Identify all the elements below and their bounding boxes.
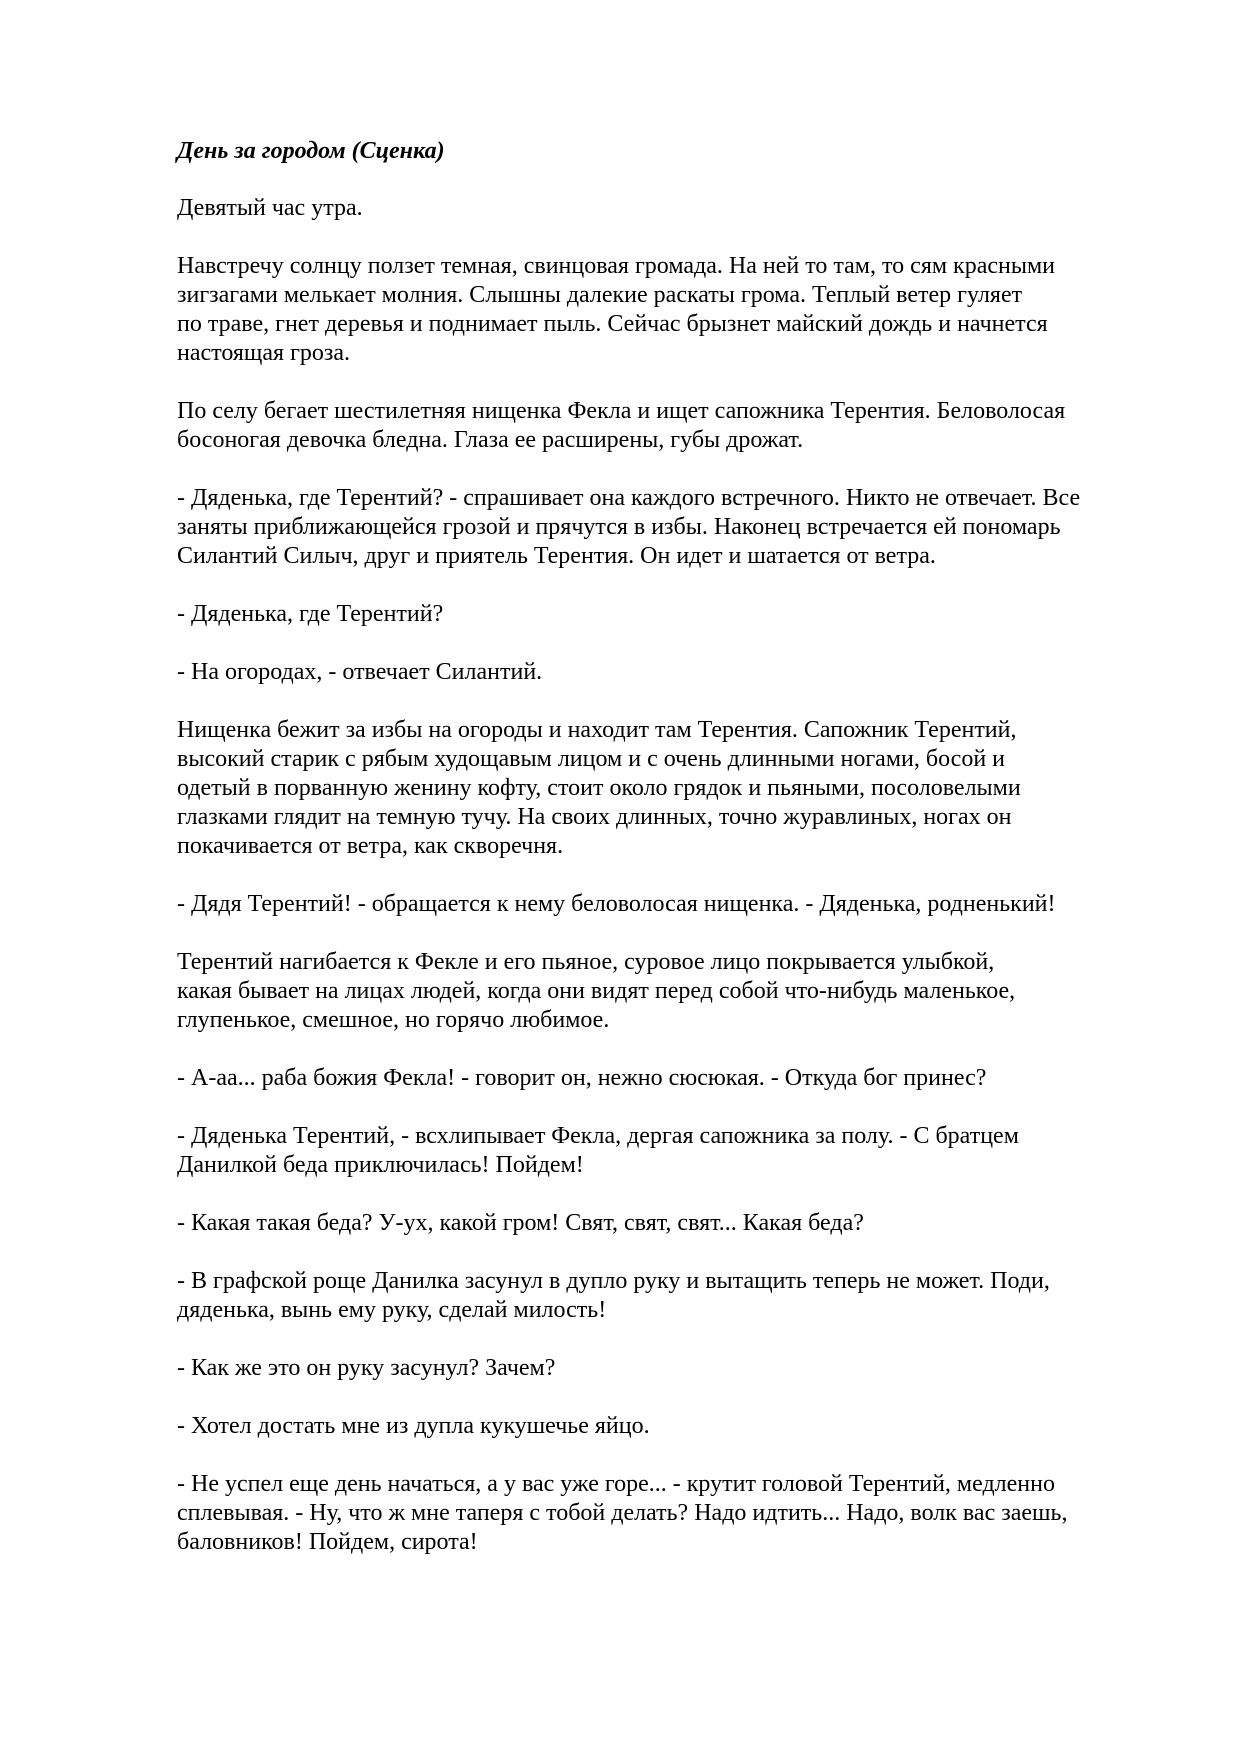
paragraph-list xyxy=(177,194,1137,1557)
text-line: - Дяденька, где Терентий? - спрашивает она каждого встречного. Никто не отвечает. Все xyxy=(177,485,1081,511)
text-line: - В графской роще Данилка засунул в дупло руку и вытащить теперь не может. Поди, xyxy=(177,1268,1050,1294)
text-line: одетый в порванную женину кофту, стоит около грядок и пьяными, посоловелыми xyxy=(177,775,1021,801)
text-line: - А-аа... раба божия Фекла! - говорит он, нежно сюсюкая. - Откуда бог принес? xyxy=(177,1065,987,1091)
text-line: заняты приближающейся грозой и прячутся в избы. Наконец встречается ей пономарь xyxy=(177,514,1061,540)
text-line: - Какая такая беда? У-ух, какой гром! Свят, свят, свят... Какая беда? xyxy=(177,1210,864,1236)
text-line: баловников! Пойдем, сирота! xyxy=(177,1529,478,1555)
text-line: высокий старик с рябым худощавым лицом и с очень длинными ногами, босой и xyxy=(177,746,1005,772)
paragraph xyxy=(177,1354,1137,1383)
text-line: Данилкой беда приключилась! Пойдем! xyxy=(177,1152,584,1178)
text-line: - На огородах, - отвечает Силантий. xyxy=(177,659,543,685)
text-line: настоящая гроза. xyxy=(177,340,351,366)
paragraph xyxy=(177,1412,1137,1441)
text-line: - Хотел достать мне из дупла кукушечье яйцо. xyxy=(177,1413,650,1439)
text-line: Девятый час утра. xyxy=(177,195,363,221)
text-line: глазками глядит на темную тучу. На своих длинных, точно журавлиных, ногах он xyxy=(177,804,1012,830)
text-line: зигзагами мелькает молния. Слышны далекие раскаты грома. Теплый ветер гуляет xyxy=(177,282,1023,308)
text-line: По селу бегает шестилетняя нищенка Фекла и ищет сапожника Терентия. Беловолосая xyxy=(177,398,1066,424)
document-body xyxy=(177,137,1137,1586)
paragraph xyxy=(177,397,1137,455)
text-line: дяденька, вынь ему руку, сделай милость! xyxy=(177,1297,607,1323)
paragraph xyxy=(177,1470,1137,1557)
paragraph xyxy=(177,1267,1137,1325)
text-line: - Дяденька Терентий, - всхлипывает Фекла, дергая сапожника за полу. - С братцем xyxy=(177,1123,1019,1149)
text-line: - Не успел еще день начаться, а у вас уже горе... - крутит головой Терентий, медленно xyxy=(177,1471,1055,1497)
text-line: - Дядя Терентий! - обращается к нему беловолосая нищенка. - Дяденька, родненький! xyxy=(177,891,1056,917)
text-line: сплевывая. - Ну, что ж мне таперя с тобой делать? Надо идтить... Надо, волк вас заешь, xyxy=(177,1500,1068,1526)
paragraph xyxy=(177,600,1137,629)
paragraph xyxy=(177,484,1137,571)
text-line: Нищенка бежит за избы на огороды и находит там Терентия. Сапожник Терентий, xyxy=(177,717,1017,743)
text-line: Силантий Силыч, друг и приятель Терентия. Он идет и шатается от ветра. xyxy=(177,543,936,569)
paragraph xyxy=(177,1064,1137,1093)
document-title: День за городом (Сценка) xyxy=(177,138,445,164)
text-line: покачивается от ветра, как скворечня. xyxy=(177,833,564,859)
paragraph xyxy=(177,252,1137,368)
text-line: - Дяденька, где Терентий? xyxy=(177,601,444,627)
paragraph xyxy=(177,1122,1137,1180)
paragraph xyxy=(177,890,1137,919)
text-line: по траве, гнет деревья и поднимает пыль. Сейчас брызнет майский дождь и начнется xyxy=(177,311,1048,337)
text-line: - Как же это он руку засунул? Зачем? xyxy=(177,1355,556,1381)
paragraph xyxy=(177,716,1137,861)
text-line: Терентий нагибается к Фекле и его пьяное, суровое лицо покрывается улыбкой, xyxy=(177,949,995,975)
paragraph xyxy=(177,948,1137,1035)
text-line: глупенькое, смешное, но горячо любимое. xyxy=(177,1007,610,1033)
text-line: Навстречу солнцу ползет темная, свинцовая громада. На ней то там, то сям красными xyxy=(177,253,1056,279)
text-line: босоногая девочка бледна. Глаза ее расширены, губы дрожат. xyxy=(177,427,804,453)
text-line: какая бывает на лицах людей, когда они видят перед собой что-нибудь маленькое, xyxy=(177,978,1016,1004)
paragraph xyxy=(177,194,1137,223)
paragraph xyxy=(177,1209,1137,1238)
paragraph xyxy=(177,658,1137,687)
